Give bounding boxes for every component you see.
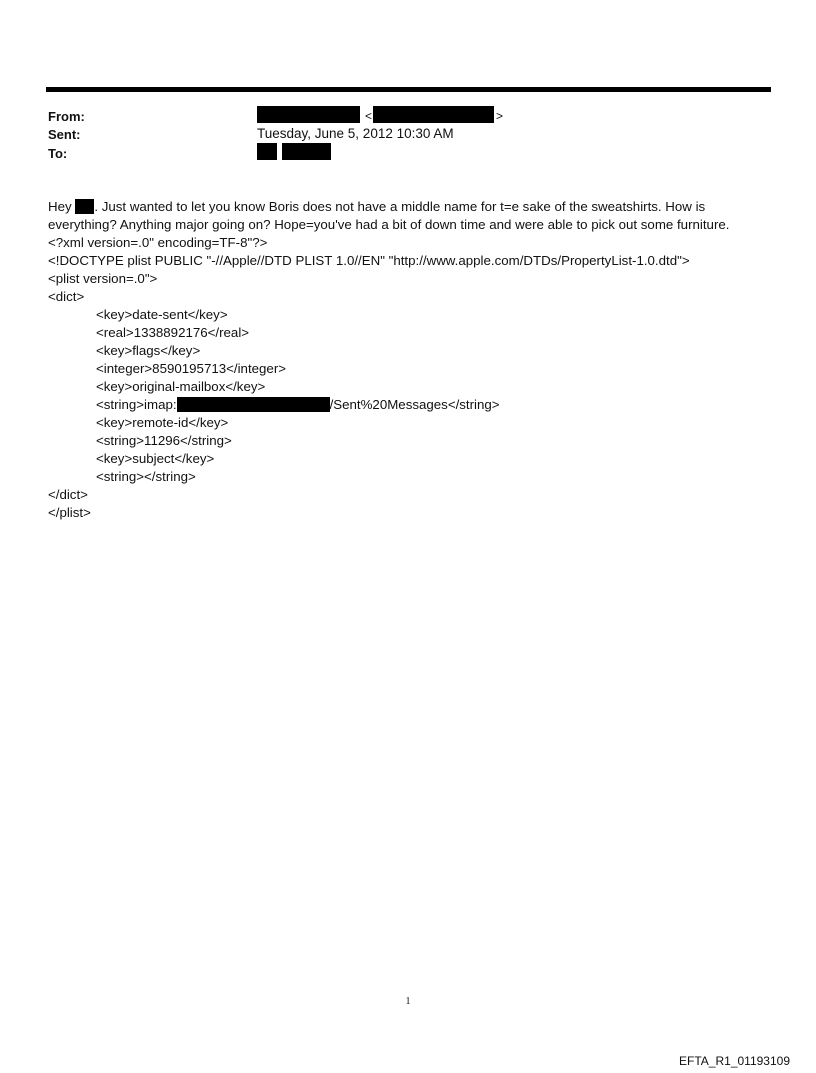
plist-entry xyxy=(48,396,768,414)
plist-entry: <key>original-mailbox</key> xyxy=(96,379,266,394)
body-text: Hey xyxy=(48,199,76,214)
from-label: From: xyxy=(48,109,85,124)
doctype-line: <!DOCTYPE plist PUBLIC "-//Apple//DTD PLIST 1.0//EN" "http://www.apple.com/DTDs/PropertyList-1.0.dtd"> xyxy=(48,253,690,268)
plist-entry: <key>date-sent</key> xyxy=(96,307,228,322)
plist-entry: <real>1338892176</real> xyxy=(96,325,250,340)
xml-declaration: <?xml version=.0" encoding=TF-8"?> xyxy=(48,235,268,250)
plist-entry: <string>11296</string> xyxy=(96,433,232,448)
body-text: <string>imap: xyxy=(96,397,177,412)
to-redaction-1 xyxy=(257,143,277,160)
mailbox-redaction xyxy=(177,397,330,412)
plist-entry: <integer>8590195713</integer> xyxy=(96,361,287,376)
from-close-bracket: > xyxy=(496,109,504,123)
plist-entry: <key>subject</key> xyxy=(96,451,215,466)
plist-entry: <key>remote-id</key> xyxy=(96,415,229,430)
sent-value: Tuesday, June 5, 2012 10:30 AM xyxy=(257,126,454,141)
header-rule xyxy=(46,87,771,92)
dict-close: </dict> xyxy=(48,487,88,502)
recipient-name-redaction xyxy=(75,199,94,214)
dict-open: <dict> xyxy=(48,289,85,304)
plist-close: </plist> xyxy=(48,505,91,520)
from-email-redaction xyxy=(373,106,494,123)
page-number: 1 xyxy=(405,996,411,1007)
plist-open: <plist version=.0"> xyxy=(48,271,158,286)
body-line xyxy=(48,198,768,216)
body-text: . Just wanted to let you know Boris does not have a middle name for t=e sake of the sweatshirts. How is xyxy=(94,199,706,214)
sent-label: Sent: xyxy=(48,127,81,142)
to-label: To: xyxy=(48,146,68,161)
from-name-redaction xyxy=(257,106,360,123)
to-redaction-2 xyxy=(282,143,331,160)
email-body xyxy=(48,198,768,522)
document-id: EFTA_R1_01193109 xyxy=(679,1054,790,1068)
body-line: everything? Anything major going on? Hope=you've had a bit of down time and were able to pick out some furniture. xyxy=(48,217,730,232)
plist-entry: <key>flags</key> xyxy=(96,343,201,358)
plist-entry: <string></string> xyxy=(96,469,196,484)
body-text: /Sent%20Messages</string> xyxy=(329,397,500,412)
from-open-bracket: < xyxy=(365,109,373,123)
